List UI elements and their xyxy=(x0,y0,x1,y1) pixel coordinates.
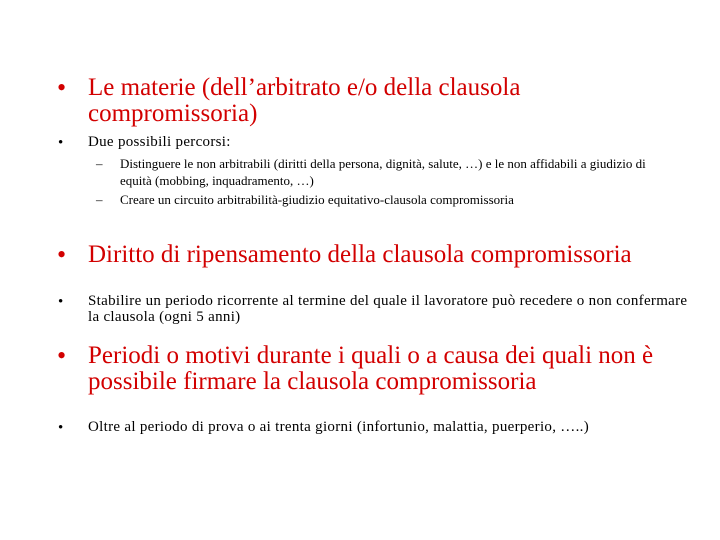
heading-bullet: • xyxy=(57,240,67,269)
dash-bullet: – xyxy=(96,156,103,171)
point-bullet: • xyxy=(58,135,64,151)
point-periodo-ricorrente: Stabilire un periodo ricorrente al termine del quale il lavoratore può recedere o non confermare la clausola (ogni 5 anni) xyxy=(88,293,688,325)
heading-materie: Le materie (dell’arbitrato e/o della clausola compromissoria) xyxy=(88,74,521,127)
subpoint-creare: Creare un circuito arbitrabilità-giudizio equitativo-clausola compromissoria xyxy=(120,192,514,207)
subpoint-distinguere: Distinguere le non arbitrabili (diritti della persona, dignità, salute, …) e le non affidabili a giudizio di equità (mobbing, inquadramento, …) xyxy=(120,156,646,188)
heading-bullet: • xyxy=(57,73,67,102)
heading-ripensamento: Diritto di ripensamento della clausola compromissoria xyxy=(88,241,632,268)
heading-periodi: Periodi o motivi durante i quali o a causa dei quali non è possibile firmare la clausola compromissoria xyxy=(88,342,654,395)
point-percorsi: Due possibili percorsi: xyxy=(88,134,231,150)
point-periodo-prova: Oltre al periodo di prova o ai trenta giorni (infortunio, malattia, puerperio, …..) xyxy=(88,419,590,435)
dash-bullet: – xyxy=(96,192,103,207)
point-bullet: • xyxy=(58,294,64,310)
heading-bullet: • xyxy=(57,341,67,370)
point-bullet: • xyxy=(58,420,64,436)
